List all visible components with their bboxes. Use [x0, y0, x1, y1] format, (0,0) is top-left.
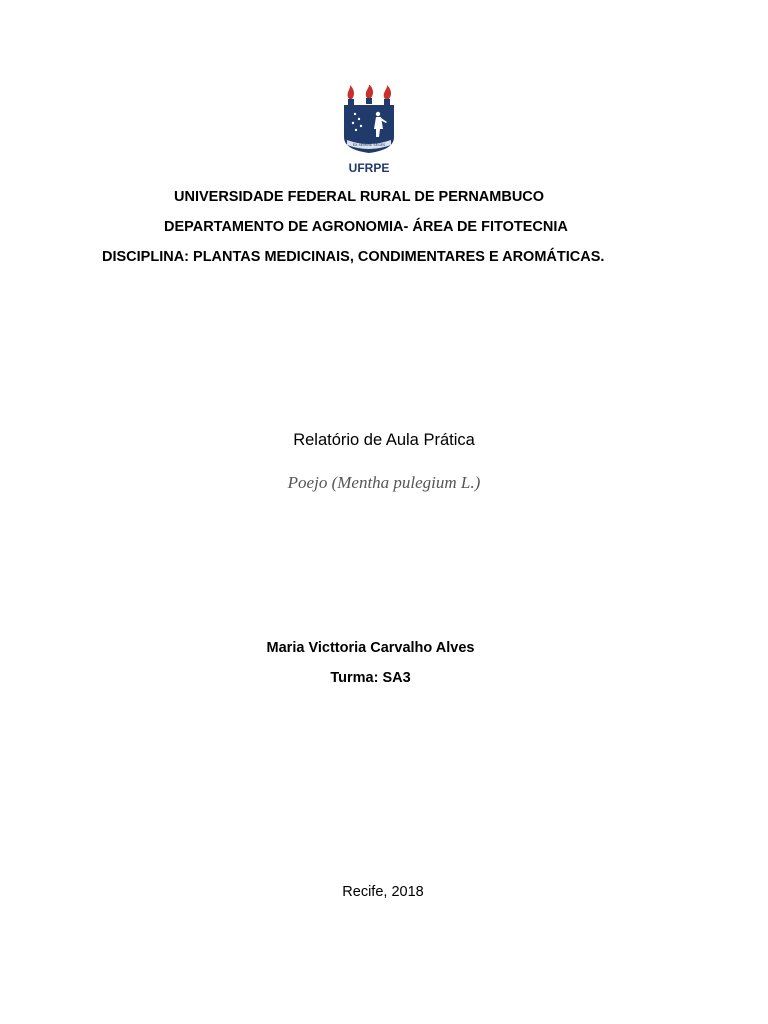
- logo-text: UFRPE: [348, 161, 390, 175]
- author-name: Maria Victtoria Carvalho Alves: [266, 640, 475, 656]
- department-name: DEPARTAMENTO DE AGRONOMIA- ÁREA DE FITOTECNIA: [164, 219, 568, 235]
- ufrpe-crest-icon: [341, 85, 397, 175]
- torch-left-icon: [348, 85, 354, 105]
- university-name: UNIVERSIDADE FEDERAL RURAL DE PERNAMBUCO: [174, 189, 545, 205]
- torch-center-icon: [366, 85, 373, 104]
- logo-motto: EX SEMINE SEGES: [352, 143, 386, 147]
- report-subtitle: Poejo (Mentha pulegium L.): [287, 473, 481, 492]
- place-date: Recife, 2018: [342, 884, 424, 900]
- discipline-name: DISCIPLINA: PLANTAS MEDICINAIS, CONDIMENTARES E AROMÁTICAS.: [102, 249, 605, 265]
- class-label: Turma: SA3: [330, 670, 411, 686]
- report-title: Relatório de Aula Prática: [293, 431, 475, 449]
- torch-right-icon: [384, 85, 391, 105]
